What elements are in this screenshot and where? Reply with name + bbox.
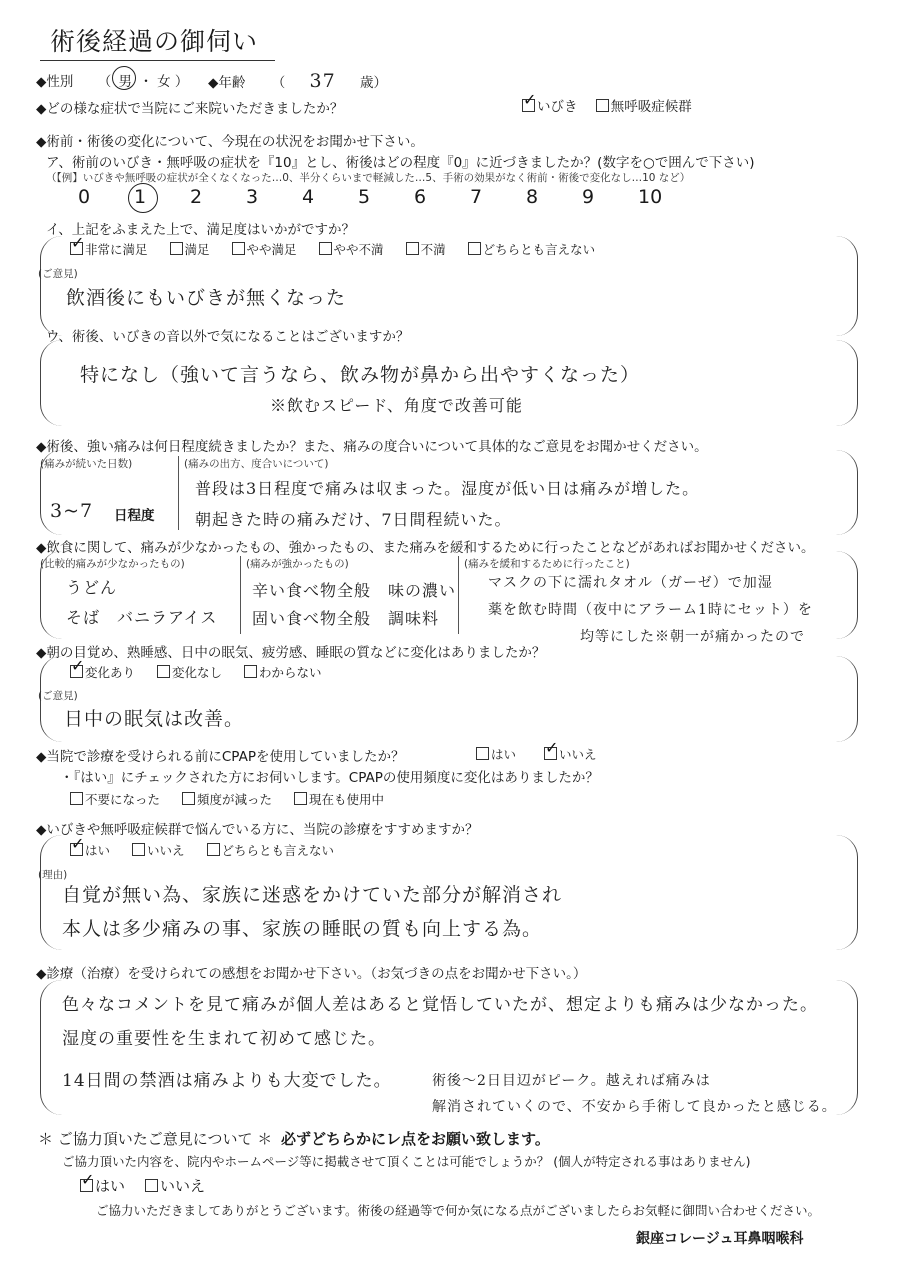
consent-heading — [38, 1128, 550, 1149]
consent-option-no[interactable]: いいえ — [145, 1175, 205, 1196]
sex-male-circle — [112, 66, 136, 90]
symptom-question: ◆どの様な症状で当院にご来院いただきましたか？ — [36, 101, 344, 117]
sex-male-label: 男 — [118, 74, 132, 90]
checkbox-icon — [182, 792, 195, 805]
cpap-sub-question: ・『はい』にチェックされた方にお伺いします。CPAPの使用頻度に変化はありましたか？ — [60, 770, 599, 786]
checkbox-icon — [294, 792, 307, 805]
change-example: （【例】いびきや無呼吸の症状が全くなくなった…0、半分くらいまで軽減した…5、手術の効果がなく術前・術後で変化なし…10 など） — [46, 172, 691, 184]
recommend-reason-label: (理由) — [38, 869, 68, 881]
checkbox-icon — [468, 242, 481, 255]
clinic-name: 銀座コレージュ耳鼻咽喉科 — [636, 1231, 804, 1247]
sex-dot: ・ — [139, 74, 153, 90]
diet-divider-1 — [240, 556, 241, 634]
sleep-question: ◆朝の目覚め、熟睡感、日中の眠気、疲労感、睡眠の質などに変化はありましたか？ — [36, 645, 546, 661]
title-underline — [40, 60, 275, 61]
recommend-option-yes[interactable]: ✓はい — [70, 841, 110, 859]
checkbox-icon — [132, 843, 145, 856]
pain-question: ◆術後、強い痛みは何日程度続きましたか？また、痛みの度合いについて具体的なご意見をお聞かせください。 — [36, 439, 708, 455]
diet-strong-line2[interactable]: 固い食べ物全般 調味料 — [252, 609, 440, 628]
scale-1[interactable]: 1 — [134, 186, 147, 208]
sleep-options — [70, 663, 344, 681]
checkbox-icon — [319, 242, 332, 255]
sex-open: （ — [97, 74, 112, 90]
consent-heading-prefix: ＊ ご協力頂いたご意見について ＊ — [38, 1130, 273, 1148]
recommend-option-no[interactable]: いいえ — [132, 841, 185, 859]
consent-question: ご協力頂いた内容を、院内やホームページ等に掲載させて頂くことは可能でしょうか？ (個人が特定される事はありません) — [62, 1154, 751, 1169]
diet-question: ◆飲食に関して、痛みが少なかったもの、強かったもの、また痛みを緩和するために行ったことなどがあればお聞かせください。 — [36, 540, 815, 556]
scale-8[interactable]: 8 — [526, 186, 539, 208]
checkbox-icon — [70, 843, 83, 856]
satisfaction-option-4[interactable]: やや不満 — [319, 240, 384, 258]
checkbox-icon — [406, 242, 419, 255]
scale-4[interactable]: 4 — [302, 186, 315, 208]
sleep-opinion[interactable]: 日中の眠気は改善。 — [64, 708, 245, 730]
diet-less-line2[interactable]: そば バニラアイス — [66, 608, 218, 627]
cpap-sub-option-3[interactable]: 現在も使用中 — [294, 790, 384, 808]
other-concern-line1[interactable]: 特になし（強いて言うなら、飲み物が鼻から出やすくなった） — [80, 364, 641, 386]
pain-detail-label: (痛みの出方、度合いについて) — [184, 458, 329, 470]
cpap-sub-option-1[interactable]: 不要になった — [70, 790, 160, 808]
change-sub-a: ア、術前のいびき・無呼吸の症状を『10』とし、術後はどの程度『0』に近づきましたか？(数字を○で囲んで下さい) — [46, 155, 755, 171]
checkbox-icon — [544, 747, 557, 760]
consent-heading-bold: 必ずどちらかにレ点をお願い致します。 — [281, 1130, 550, 1148]
other-concern-line2[interactable]: ※飲むスピード、角度で改善可能 — [270, 396, 523, 415]
scale-3[interactable]: 3 — [246, 186, 259, 208]
scale-7[interactable]: 7 — [470, 186, 483, 208]
age-row — [208, 70, 387, 92]
checkbox-icon — [70, 665, 83, 678]
pain-days-label: (痛みが続いた日数) — [40, 458, 133, 470]
impression-line3[interactable]: 14日間の禁酒は痛みよりも大変でした。 — [62, 1071, 392, 1091]
checkbox-icon — [145, 1179, 158, 1192]
sex-male-option[interactable] — [115, 70, 135, 90]
consent-options — [80, 1175, 227, 1196]
satisfaction-option-3[interactable]: やや満足 — [232, 240, 297, 258]
recommend-question: ◆いびきや無呼吸症候群で悩んでいる方に、当院の診療をすすめますか？ — [36, 822, 479, 838]
recommend-reason-line2[interactable]: 本人は多少痛みの事、家族の睡眠の質も向上する為。 — [62, 918, 543, 940]
checkbox-icon — [244, 665, 257, 678]
pain-detail-line2[interactable]: 朝起きた時の痛みだけ、7日間程続いた。 — [195, 510, 512, 529]
other-concern-question: ウ、術後、いびきの音以外で気になることはございますか？ — [46, 329, 410, 345]
impression-side-line1[interactable]: 術後～2日目辺がピーク。越えれば痛みは — [432, 1073, 711, 1089]
satisfaction-opinion-label: (ご意見) — [38, 268, 78, 280]
scale-5[interactable]: 5 — [358, 186, 371, 208]
symptom-option-apnea[interactable]: 無呼吸症候群 — [596, 95, 692, 115]
cpap-option-no[interactable]: ✓ いいえ — [544, 745, 597, 763]
diet-strong-line1[interactable]: 辛い食べ物全般 味の濃い — [252, 581, 457, 600]
change-scale — [78, 186, 694, 208]
recommend-reason-line1[interactable]: 自覚が無い為、家族に迷惑をかけていた部分が解消され — [62, 884, 563, 906]
recommend-options — [70, 841, 356, 859]
sleep-option-unknown[interactable]: わからない — [244, 663, 322, 681]
checkbox-icon — [596, 99, 609, 112]
sleep-option-changed[interactable]: ✓変化あり — [70, 663, 135, 681]
scale-10[interactable]: 10 — [638, 186, 663, 208]
sex-row — [36, 70, 188, 90]
satisfaction-option-1[interactable]: ✓非常に満足 — [70, 240, 148, 258]
diet-relief-line2[interactable]: 薬を飲む時間（夜中にアラーム1時にセット）を — [488, 602, 813, 618]
symptom-options — [522, 95, 714, 115]
page-title: 術後経過の御伺い — [50, 27, 259, 56]
pain-days-value[interactable]: 3~7 — [50, 500, 94, 522]
checkbox-icon — [80, 1179, 93, 1192]
change-question: ◆術前・術後の変化について、今現在の状況をお聞かせ下さい。 — [36, 134, 424, 150]
scale-2[interactable]: 2 — [190, 186, 203, 208]
satisfaction-options — [70, 240, 617, 258]
age-value[interactable]: 37 — [309, 70, 336, 92]
footer-thanks: ご協力いただきましてありがとうございます。術後の経過等で何か気になる点がございましたらお気軽に御問い合わせください。 — [96, 1203, 821, 1218]
diet-less-line1[interactable]: うどん — [66, 578, 118, 597]
sleep-opinion-label: (ご意見) — [38, 690, 78, 702]
checkbox-icon — [232, 242, 245, 255]
diet-strong-label: (痛みが強かったもの) — [246, 558, 349, 570]
cpap-sub-options — [70, 790, 406, 808]
age-open: （ — [271, 75, 286, 91]
diet-relief-line1[interactable]: マスクの下に濡れタオル（ガーゼ）で加湿 — [488, 575, 773, 591]
cpap-option-yes[interactable]: はい — [476, 745, 516, 763]
scale-9[interactable]: 9 — [582, 186, 595, 208]
impression-line2[interactable]: 湿度の重要性を生まれて初めて感じた。 — [62, 1029, 386, 1049]
checkbox-icon — [157, 665, 170, 678]
cpap-options — [476, 745, 619, 763]
checkbox-icon — [170, 242, 183, 255]
checkbox-icon — [476, 747, 489, 760]
impression-line1[interactable]: 色々なコメントを見て痛みが個人差はあると覚悟していたが、想定よりも痛みは少なかった。 — [62, 995, 818, 1015]
satisfaction-opinion[interactable]: 飲酒後にもいびきが無くなった — [66, 287, 347, 309]
diet-divider-2 — [458, 556, 459, 634]
age-label: ◆年齢 — [208, 75, 246, 91]
satisfaction-option-2[interactable]: 満足 — [170, 240, 210, 258]
checkbox-icon — [207, 843, 220, 856]
diet-relief-label: (痛みを緩和するために行ったこと) — [464, 558, 630, 570]
scale-selected-circle — [128, 183, 158, 213]
recommend-option-neutral[interactable]: どちらとも言えない — [207, 841, 335, 859]
pain-detail-line1[interactable]: 普段は3日程度で痛みは収まった。湿度が低い日は痛みが増した。 — [195, 479, 700, 498]
pain-divider — [178, 456, 179, 530]
satisfaction-question: イ、上記をふまえた上で、満足度はいかがですか？ — [46, 222, 356, 238]
pain-days-unit: 日程度 — [114, 508, 155, 524]
checkbox-icon — [70, 792, 83, 805]
symptom-option-snoring[interactable]: ✓ いびき — [522, 95, 578, 115]
consent-option-yes[interactable]: ✓はい — [80, 1175, 125, 1196]
impression-question: ◆診療（治療）を受けられての感想をお聞かせ下さい。（お気づきの点をお聞かせ下さい。） — [36, 966, 587, 982]
checkbox-icon — [522, 99, 535, 112]
sex-label: ◆性別 — [36, 74, 74, 90]
sleep-option-unchanged[interactable]: 変化なし — [157, 663, 222, 681]
scale-0[interactable]: 0 — [78, 186, 91, 208]
checkbox-icon — [70, 242, 83, 255]
cpap-sub-option-2[interactable]: 頻度が減った — [182, 790, 272, 808]
satisfaction-option-6[interactable]: どちらとも言えない — [468, 240, 596, 258]
sex-close: ） — [174, 74, 189, 90]
scale-6[interactable]: 6 — [414, 186, 427, 208]
age-close: 歳） — [359, 75, 387, 91]
impression-side-line2[interactable]: 解消されていくので、不安から手術して良かったと感じる。 — [432, 1099, 837, 1115]
diet-relief-line3[interactable]: 均等にした※朝一が痛かったので — [580, 629, 805, 645]
satisfaction-option-5[interactable]: 不満 — [406, 240, 446, 258]
diet-less-label: (比較的痛みが少なかったもの) — [40, 558, 185, 570]
sex-female-option[interactable]: 女 — [157, 74, 171, 90]
cpap-question: ◆当院で診療を受けられる前にCPAPを使用していましたか？ — [36, 749, 405, 765]
